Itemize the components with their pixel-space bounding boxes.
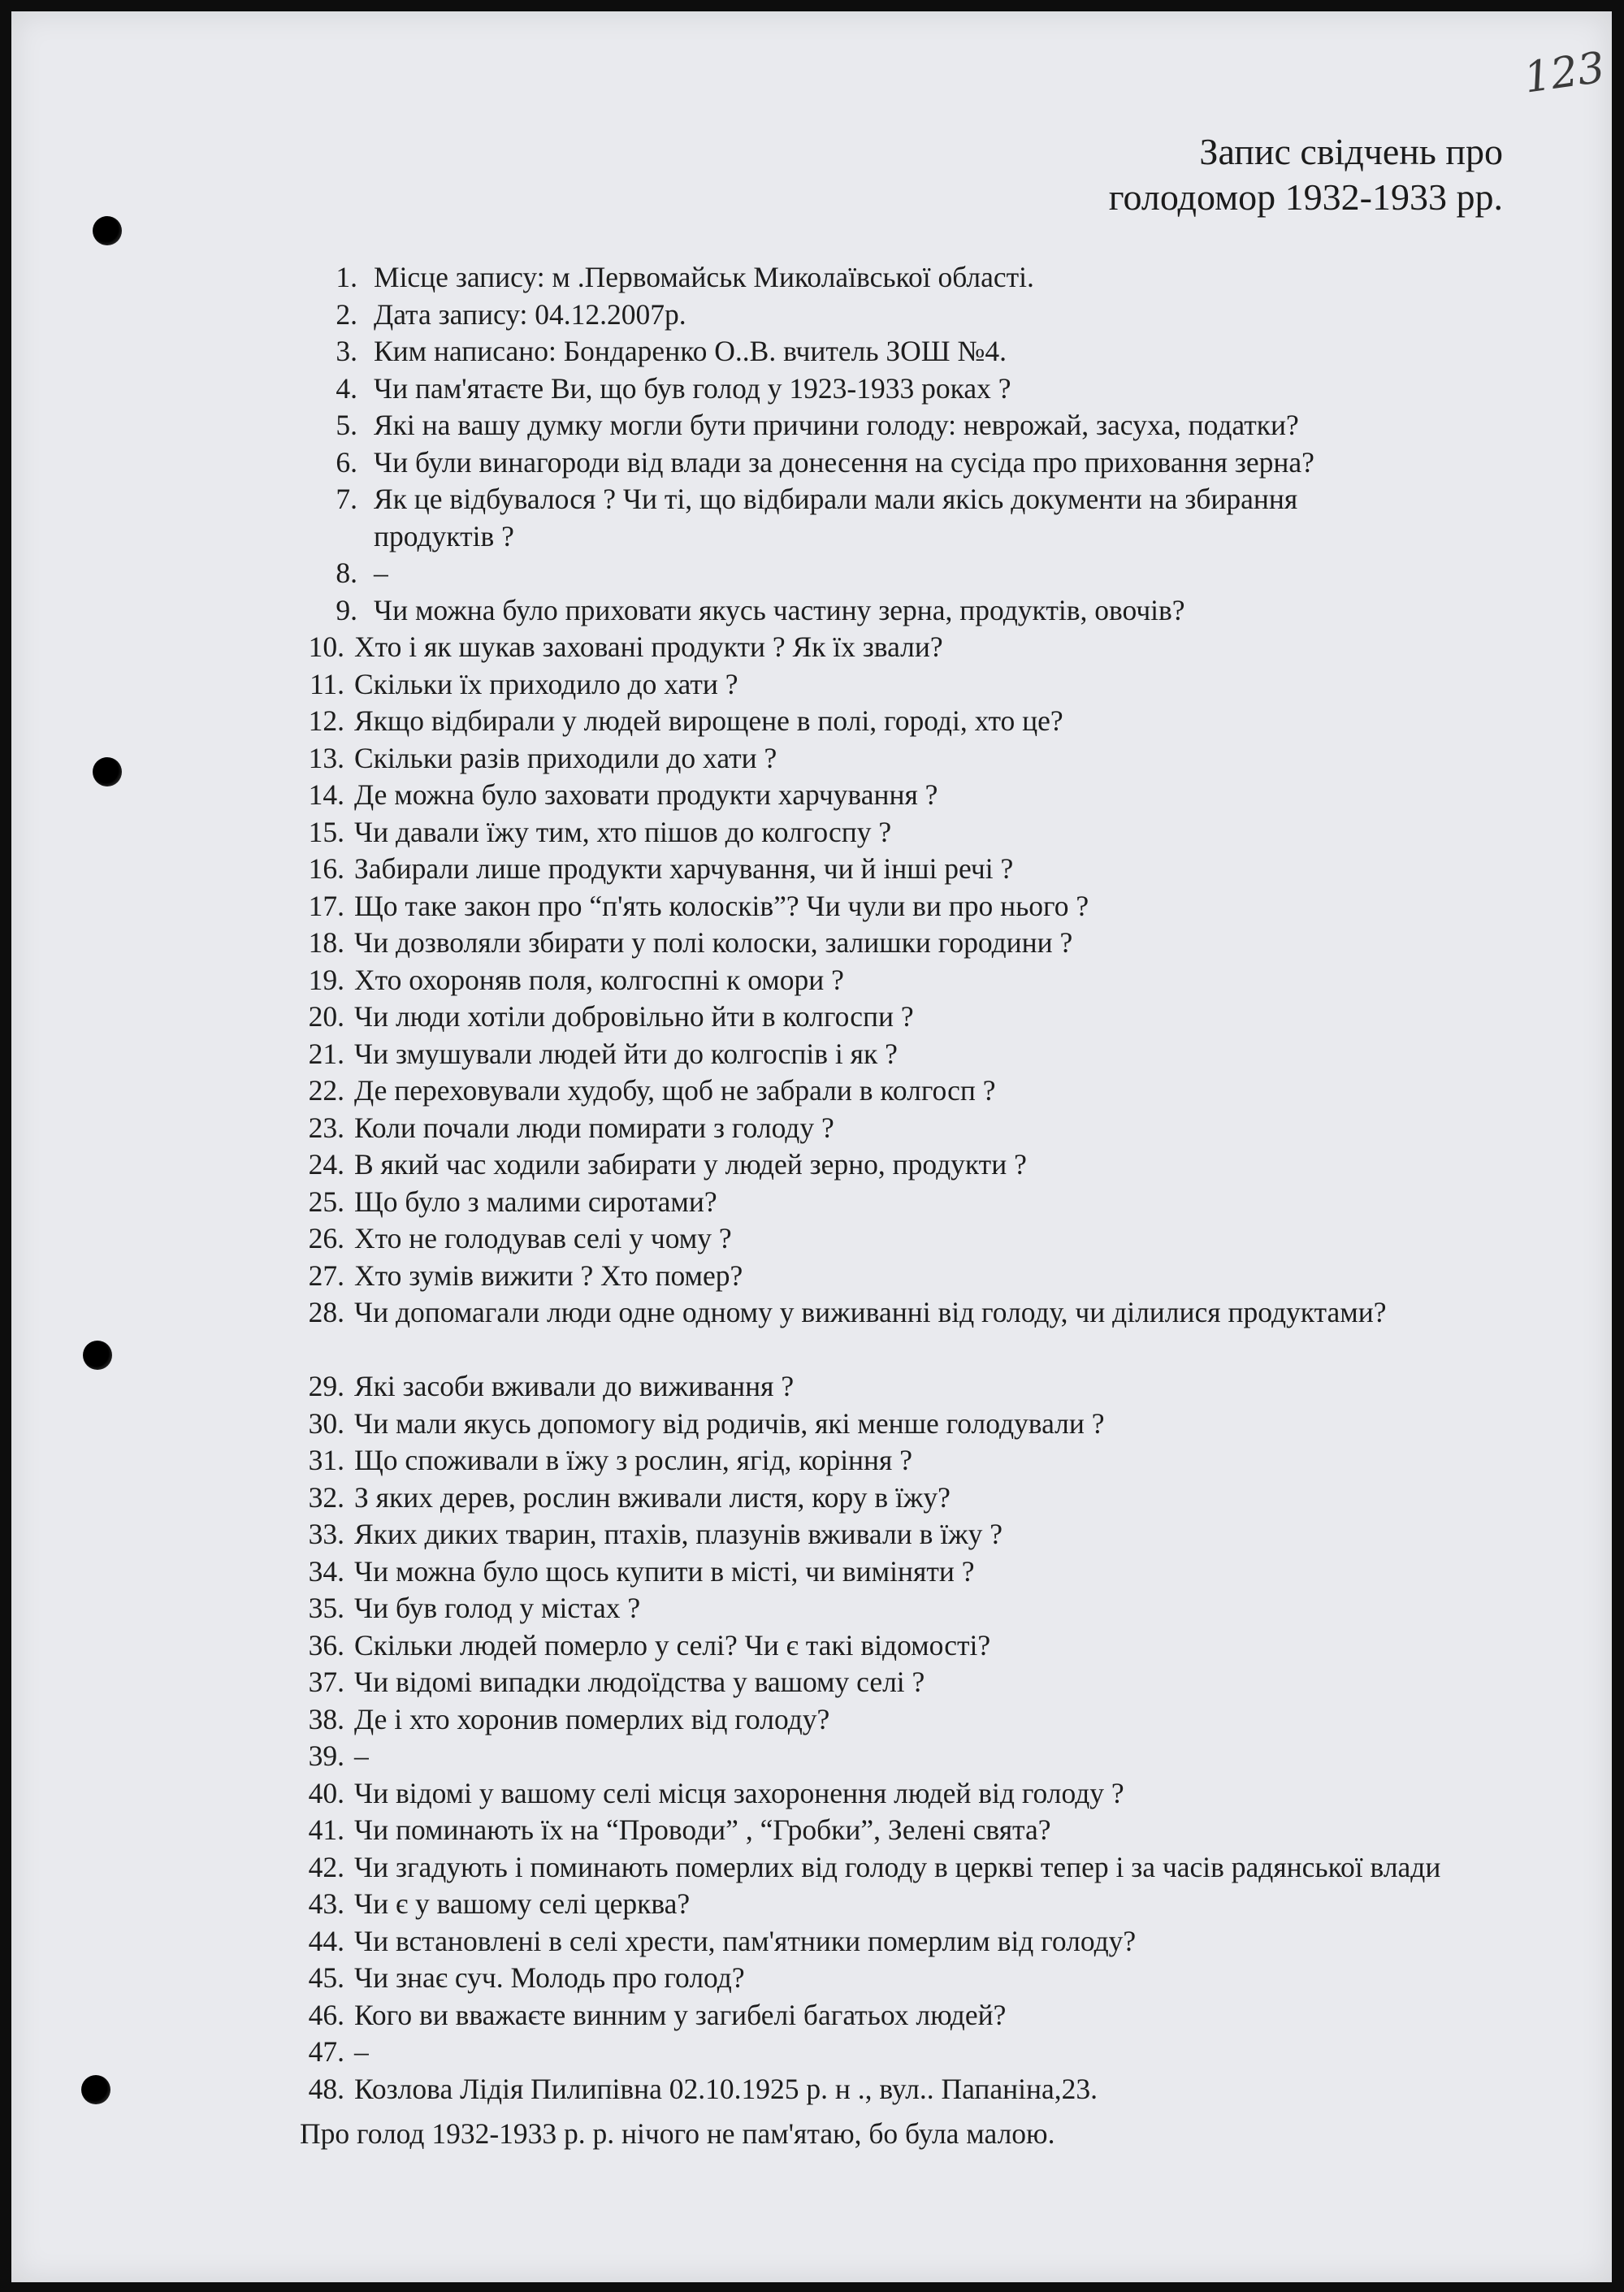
item-text: Хто не голодував селі у чому ? xyxy=(354,1222,732,1254)
punch-hole-icon xyxy=(81,2075,110,2104)
item-number: 4. xyxy=(336,371,357,405)
list-item xyxy=(304,444,1604,482)
item-number: 25. xyxy=(308,1185,344,1218)
list-item xyxy=(304,629,1604,666)
item-number: 8. xyxy=(336,557,357,589)
punch-hole-icon xyxy=(93,216,122,245)
item-number: 38. xyxy=(308,1702,344,1735)
item-number: 2. xyxy=(336,297,357,331)
list-item xyxy=(304,999,1604,1036)
list-item xyxy=(304,1553,1604,1591)
item-text: Чи можна було приховати якусь частину зерна, продуктів, овочів? xyxy=(374,593,1185,626)
item-number: 29. xyxy=(308,1370,344,1402)
item-number: 11. xyxy=(309,667,344,700)
item-text: Чи відомі у вашому селі місця захоронення людей від голоду ? xyxy=(354,1776,1124,1809)
item-text: Чи поминають їх на “Проводи” , “Гробки”, Зелені свята? xyxy=(354,1813,1051,1846)
item-number: 34. xyxy=(308,1554,344,1588)
item-number: 18. xyxy=(308,926,344,959)
item-text: – xyxy=(354,2035,369,2068)
item-number: 40. xyxy=(308,1776,344,1809)
item-text: Чи відомі випадки людоїдства у вашому селі ? xyxy=(354,1666,925,1698)
list-item xyxy=(304,1849,1604,1887)
item-text: В який час ходили забирати у людей зерно, продукти ? xyxy=(354,1148,1027,1181)
item-number: 22. xyxy=(308,1074,344,1107)
item-number: 30. xyxy=(308,1406,344,1440)
list-item xyxy=(304,814,1604,851)
list-item xyxy=(304,1480,1604,1517)
item-text: Скільки їх приходило до хати ? xyxy=(354,667,738,700)
item-text: Що таке закон про “п'ять колосків”? Чи чули ви про нього ? xyxy=(354,889,1089,922)
list-item xyxy=(304,1775,1604,1813)
list-item xyxy=(304,1590,1604,1627)
item-text: Чи дозволяли збирати у полі колоски, залишки городини ? xyxy=(354,926,1073,959)
item-text: Де переховували худобу, щоб не забрали в колгосп ? xyxy=(354,1074,996,1107)
item-text: Де можна було заховати продукти харчування ? xyxy=(354,778,938,811)
list-item xyxy=(304,1036,1604,1073)
final-note: Про голод 1932-1933 р. р. нічого не пам'ятаю, бо була малою. xyxy=(300,2117,1055,2150)
list-item xyxy=(304,1516,1604,1553)
punch-hole-icon xyxy=(83,1341,112,1370)
item-number: 26. xyxy=(308,1222,344,1254)
item-number: 43. xyxy=(308,1887,344,1920)
item-number: 5. xyxy=(336,409,357,441)
list-item xyxy=(304,1406,1604,1443)
item-number: 24. xyxy=(308,1148,344,1181)
item-text: Козлова Лідія Пилипівна 02.10.1925 р. н ., вул.. Папаніна,23. xyxy=(354,2072,1098,2105)
list-item xyxy=(304,740,1604,778)
item-number: 13. xyxy=(308,741,344,774)
item-text: Чи мали якусь допомогу від родичів, які менше голодували ? xyxy=(354,1406,1105,1440)
list-item xyxy=(304,1886,1604,1923)
item-text: – xyxy=(374,557,388,589)
item-number: 17. xyxy=(308,889,344,922)
item-number: 23. xyxy=(308,1111,344,1144)
list-item xyxy=(304,1664,1604,1701)
list-item xyxy=(304,333,1604,370)
item-text: Кого ви вважаєте винним у загибелі багатьох людей? xyxy=(354,1998,1007,2031)
list-item xyxy=(304,370,1604,408)
list-item xyxy=(304,1627,1604,1665)
item-text: Які засоби вживали до виживання ? xyxy=(354,1370,795,1402)
list-item xyxy=(304,666,1604,704)
item-number: 12. xyxy=(308,704,344,737)
item-number: 28. xyxy=(308,1296,344,1328)
list-item xyxy=(304,1923,1604,1961)
document-title xyxy=(1109,129,1503,220)
item-number: 37. xyxy=(308,1666,344,1698)
item-text: Чи люди хотіли добровільно йти в колгоспи ? xyxy=(354,1000,914,1033)
item-number: 47. xyxy=(308,2035,344,2068)
item-text: Чи встановлені в селі хрести, пам'ятники померлим від голоду? xyxy=(354,1924,1137,1957)
item-number: 14. xyxy=(308,778,344,811)
list-item xyxy=(304,1701,1604,1739)
item-text: Хто і як шукав заховані продукти ? Як їх звали? xyxy=(354,630,943,663)
item-number: 10. xyxy=(308,630,344,663)
item-text: Чи був голод у містах ? xyxy=(354,1592,641,1624)
item-text: Чи згадують і поминають померлих від голоду в церкві тепер і за часів радянської влади xyxy=(354,1850,1441,1883)
list-item xyxy=(304,1812,1604,1849)
item-number: 1. xyxy=(336,261,357,293)
list-item xyxy=(304,2034,1604,2071)
item-text: Чи давали їжу тим, хто пішов до колгоспу ? xyxy=(354,815,892,848)
item-text: Чи були винагороди від влади за донесення на сусіда про приховання зерна? xyxy=(374,445,1314,479)
item-number: 27. xyxy=(308,1259,344,1292)
list-item xyxy=(304,703,1604,740)
item-text: З яких дерев, рослин вживали листя, кору в їжу? xyxy=(354,1480,951,1514)
item-text: Хто зумів вижити ? Хто помер? xyxy=(354,1259,743,1292)
list-item xyxy=(304,297,1604,334)
list-item xyxy=(304,1146,1604,1184)
list-item xyxy=(304,407,1604,444)
list-item xyxy=(304,1258,1604,1295)
item-number: 46. xyxy=(308,1998,344,2031)
list-item xyxy=(304,962,1604,999)
item-text: Дата запису: 04.12.2007р. xyxy=(374,297,686,331)
item-number: 45. xyxy=(308,1961,344,1994)
list-item xyxy=(304,1738,1604,1775)
item-number: 35. xyxy=(308,1592,344,1624)
questionnaire-list xyxy=(304,259,1604,2108)
item-number: 6. xyxy=(336,445,357,479)
handwritten-page-number: 123 xyxy=(1521,43,1608,103)
list-item xyxy=(304,1997,1604,2034)
item-text: Місце запису: м .Первомайськ Миколаївської області. xyxy=(374,261,1034,293)
item-number: 15. xyxy=(308,815,344,848)
item-text: Чи знає суч. Молодь про голод? xyxy=(354,1961,745,1994)
title-line-2: голодомор 1932-1933 рр. xyxy=(1108,176,1503,218)
item-text: Ким написано: Бондаренко О..В. вчитель ЗОШ №4. xyxy=(374,335,1007,367)
item-text: Що споживали в їжу з рослин, ягід, коріння ? xyxy=(354,1444,913,1476)
item-text: Як це відбувалося ? Чи ті, що відбирали мали якісь документи на збирання продуктів ? xyxy=(374,483,1298,552)
list-item xyxy=(304,481,1604,555)
item-number: 20. xyxy=(308,1000,344,1033)
document-page xyxy=(11,11,1612,2282)
list-item xyxy=(304,1368,1604,1406)
list-item xyxy=(304,1072,1604,1110)
item-number: 19. xyxy=(308,963,344,996)
list-item xyxy=(304,1960,1604,1997)
list-item xyxy=(304,777,1604,814)
list-item xyxy=(304,2071,1604,2108)
item-number: 32. xyxy=(308,1480,344,1514)
list-item xyxy=(304,1110,1604,1147)
item-text: Чи пам'ятаєте Ви, що був голод у 1923-1933 роках ? xyxy=(374,371,1011,405)
item-number: 39. xyxy=(308,1740,344,1772)
item-text: Скільки разів приходили до хати ? xyxy=(354,741,777,774)
item-text: Чи змушували людей йти до колгоспів і як ? xyxy=(354,1037,898,1070)
item-number: 42. xyxy=(308,1850,344,1883)
list-item xyxy=(304,555,1604,592)
item-number: 7. xyxy=(336,483,357,515)
item-text: Які на вашу думку могли бути причини голоду: неврожай, засуха, податки? xyxy=(374,409,1299,441)
item-number: 31. xyxy=(308,1444,344,1476)
item-number: 44. xyxy=(308,1924,344,1957)
item-number: 36. xyxy=(308,1628,344,1662)
list-item xyxy=(304,1442,1604,1480)
item-text: Чи можна було щось купити в місті, чи виміняти ? xyxy=(354,1554,975,1588)
punch-hole-icon xyxy=(93,757,122,786)
item-text: Чи є у вашому селі церква? xyxy=(354,1887,691,1920)
item-number: 48. xyxy=(308,2072,344,2105)
item-text: Чи допомагали люди одне одному у виживанні від голоду, чи ділилися продуктами? xyxy=(354,1296,1387,1328)
item-number: 21. xyxy=(308,1037,344,1070)
list-item xyxy=(304,888,1604,925)
list-item xyxy=(304,851,1604,888)
item-text: Якщо відбирали у людей вирощене в полі, городі, хто це? xyxy=(354,704,1063,737)
item-text: Що було з малими сиротами? xyxy=(354,1185,717,1218)
list-item xyxy=(304,1184,1604,1221)
item-text: Яких диких тварин, птахів, плазунів вживали в їжу ? xyxy=(354,1518,1003,1550)
list-item xyxy=(304,925,1604,962)
item-number: 33. xyxy=(308,1518,344,1550)
list-item xyxy=(304,259,1604,297)
item-text: Де і хто хоронив померлих від голоду? xyxy=(354,1702,830,1735)
item-text: Забирали лише продукти харчування, чи й інші речі ? xyxy=(354,852,1014,885)
item-number: 16. xyxy=(308,852,344,885)
list-item xyxy=(304,592,1604,630)
item-text: – xyxy=(354,1740,369,1772)
item-number: 41. xyxy=(308,1813,344,1846)
list-item xyxy=(304,1294,1604,1368)
item-number: 3. xyxy=(336,335,357,367)
item-number: 9. xyxy=(336,593,357,626)
item-text: Коли почали люди помирати з голоду ? xyxy=(354,1111,834,1144)
item-text: Хто охороняв поля, колгоспні к омори ? xyxy=(354,963,844,996)
list-item xyxy=(304,1220,1604,1258)
item-text: Скільки людей померло у селі? Чи є такі відомості? xyxy=(354,1628,991,1662)
title-line-1: Запис свідчень про xyxy=(1199,131,1503,172)
